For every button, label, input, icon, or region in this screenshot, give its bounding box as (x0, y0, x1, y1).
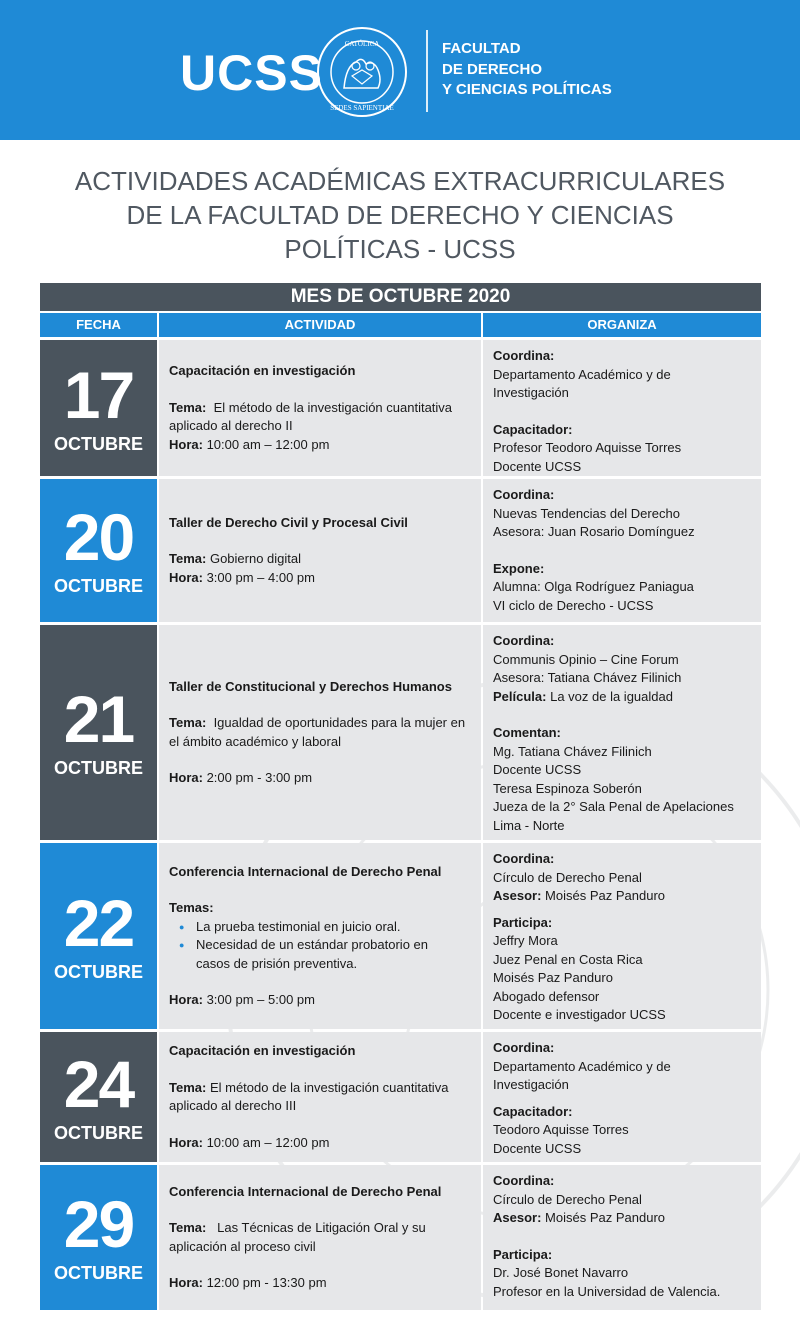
title-line: POLÍTICAS - UCSS (284, 234, 516, 264)
org-label: Capacitador: (493, 1103, 573, 1119)
org-line: Juez Penal en Costa Rica (493, 951, 643, 967)
activity-title: Taller de Derecho Civil y Procesal Civil (169, 514, 408, 530)
svg-text:SEDES SAPIENTIAE: SEDES SAPIENTIAE (330, 104, 394, 112)
org-label: Expone: (493, 560, 545, 576)
organizer-cell (483, 479, 761, 622)
time-text: 2:00 pm - 3:00 pm (206, 770, 313, 785)
topics-label: Temas: (169, 900, 214, 915)
organizer-cell (483, 625, 761, 840)
topic-label: Tema: (169, 399, 207, 415)
org-label: Participa: (493, 914, 553, 930)
activity-topic (169, 1079, 471, 1116)
org-line: Moisés Paz Panduro (493, 970, 613, 985)
topic-text: Igualdad de oportunidades para la mujer en el ámbito académico y laboral (169, 715, 466, 749)
day-number: 21 (63, 682, 134, 756)
faculty-line: DE DERECHO (442, 60, 543, 78)
org-line: Departamento Académico y de Investigación (493, 1058, 671, 1092)
activity-cell (159, 843, 481, 1029)
date-cell (40, 340, 157, 476)
activity-cell (159, 479, 481, 622)
topic-label: Tema: (169, 1079, 207, 1095)
month-name: OCTUBRE (54, 433, 143, 454)
time-label: Hora: (169, 770, 203, 785)
advisor-name: Moisés Paz Panduro (545, 1210, 665, 1225)
topic-item: ● La prueba testimonial en juicio oral. (179, 918, 471, 937)
topic-item: ● Necesidad de un estándar probatorio en casos de prisión preventiva. (179, 936, 449, 973)
org-line: Círculo de Derecho Penal (493, 1191, 642, 1207)
university-seal-icon (316, 26, 408, 118)
day-number: 20 (63, 500, 134, 574)
time-text: 10:00 am – 12:00 pm (206, 436, 330, 452)
activity-time (169, 1274, 471, 1293)
topic-label: Tema: (169, 551, 207, 567)
time-text: 10:00 am – 12:00 pm (206, 1134, 330, 1150)
org-line: Nuevas Tendencias del Derecho (493, 505, 680, 521)
org-line: Teodoro Aquisse Torres (493, 1122, 629, 1137)
org-line: Docente UCSS (493, 458, 582, 474)
org-label: Participa: (493, 1246, 553, 1262)
time-label: Hora: (169, 1275, 203, 1290)
month-name: OCTUBRE (54, 1122, 143, 1143)
org-line: Abogado defensor (493, 988, 600, 1004)
day-number: 22 (63, 885, 134, 960)
org-line: Dr. José Bonet Navarro (493, 1265, 629, 1280)
org-line: Communis Opinio – Cine Forum (493, 651, 679, 667)
org-line: Docente UCSS (493, 762, 582, 777)
activity-title: Capacitación en investigación (169, 363, 356, 378)
activity-time (169, 991, 471, 1010)
org-line: Mg. Tatiana Chávez Filinich (493, 743, 652, 759)
date-cell (40, 843, 157, 1029)
activity-cell (159, 625, 481, 840)
org-line: Teresa Espinoza Soberón (493, 780, 642, 796)
topic-text: Gobierno digital (209, 551, 302, 567)
org-line: Profesor en la Universidad de Valencia. (493, 1283, 721, 1299)
time-text: 3:00 pm – 4:00 pm (206, 569, 315, 585)
date-cell (40, 479, 157, 622)
org-line: Asesora: Juan Rosario Domínguez (493, 524, 695, 539)
day-number: 17 (63, 357, 134, 432)
day-number: 29 (63, 1187, 134, 1261)
org-line: Jeffry Mora (493, 933, 558, 948)
organizer-cell (483, 1032, 761, 1162)
org-line: Asesora: Tatiana Chávez Filinich (493, 670, 682, 685)
activity-title: Conferencia Internacional de Derecho Penal (169, 863, 442, 879)
topic-text: El método de la investigación cuantitativa aplicado al derecho III (169, 1079, 449, 1113)
activity-title: Taller de Constitucional y Derechos Humanos (169, 678, 452, 694)
month-name: OCTUBRE (54, 576, 143, 596)
svg-text:CATÓLICA: CATÓLICA (344, 40, 380, 48)
advisor-label: Asesor: (493, 888, 542, 903)
month-name: OCTUBRE (54, 1263, 143, 1283)
column-header-fecha: FECHA (40, 313, 157, 337)
date-cell (40, 1032, 157, 1162)
film-title: La voz de la igualdad (550, 688, 673, 704)
organizer-cell (483, 843, 761, 1029)
title-line: ACTIVIDADES ACADÉMICAS EXTRACURRICULARES (74, 166, 726, 196)
topic-label: Tema: (169, 715, 207, 730)
activity-cell (159, 1032, 481, 1162)
org-line: Círculo de Derecho Penal (493, 869, 642, 885)
org-label: Coordina: (493, 1173, 555, 1188)
time-label: Hora: (169, 1134, 203, 1150)
org-line: Profesor Teodoro Aquisse Torres (493, 440, 682, 455)
activity-time (169, 569, 471, 588)
ucss-logo: UCSS (180, 45, 323, 101)
org-label: Coordina: (493, 633, 555, 648)
org-line: Docente e investigador UCSS (493, 1007, 666, 1022)
org-line: Docente UCSS (493, 1140, 582, 1156)
activity-time (169, 1134, 471, 1153)
faculty-line: FACULTAD (442, 40, 521, 57)
time-label: Hora: (169, 992, 203, 1007)
time-text: 12:00 pm - 13:30 pm (206, 1275, 327, 1290)
org-label: Coordina: (493, 851, 555, 866)
header-banner (0, 0, 800, 140)
topics-list (179, 918, 471, 974)
page-title (40, 164, 760, 266)
film-label: Película: (493, 688, 547, 704)
organizer-cell (483, 340, 761, 476)
month-name: OCTUBRE (54, 961, 143, 982)
month-name: OCTUBRE (54, 758, 143, 778)
title-line: DE LA FACULTAD DE DERECHO Y CIENCIAS (126, 200, 674, 230)
time-label: Hora: (169, 436, 203, 452)
organizer-cell (483, 1165, 761, 1310)
time-text: 3:00 pm – 5:00 pm (206, 992, 315, 1007)
org-label: Capacitador: (493, 421, 573, 437)
org-line: Jueza de la 2° Sala Penal de Apelaciones (493, 799, 734, 814)
activity-title: Capacitación en investigación (169, 1043, 356, 1058)
topic-label: Tema: (169, 1220, 207, 1235)
activity-time (169, 436, 471, 455)
activity-topic (169, 714, 471, 751)
org-line: Departamento Académico y de Investigación (493, 366, 671, 400)
activity-topic (169, 1219, 471, 1256)
org-line: Alumna: Olga Rodríguez Paniagua (493, 579, 694, 594)
faculty-line: Y CIENCIAS POLÍTICAS (442, 81, 612, 98)
advisor-label: Asesor: (493, 1210, 542, 1225)
month-title: MES DE OCTUBRE 2020 (40, 283, 761, 311)
advisor-name: Moisés Paz Panduro (545, 888, 665, 903)
activity-topic (169, 399, 471, 436)
org-label: Coordina: (493, 348, 555, 363)
activity-title: Conferencia Internacional de Derecho Penal (169, 1183, 442, 1199)
column-header-actividad: ACTIVIDAD (159, 313, 481, 337)
header-divider (426, 30, 428, 112)
date-cell (40, 1165, 157, 1310)
org-label: Coordina: (493, 487, 555, 502)
org-line: Lima - Norte (493, 817, 565, 833)
date-cell (40, 625, 157, 840)
topic-text: Las Técnicas de Litigación Oral y su aplicación al proceso civil (169, 1220, 426, 1254)
faculty-name (442, 39, 612, 101)
day-number: 24 (63, 1046, 134, 1121)
activity-cell (159, 340, 481, 476)
activity-cell (159, 1165, 481, 1310)
activity-topic (169, 550, 471, 569)
org-label: Coordina: (493, 1040, 555, 1055)
org-line: VI ciclo de Derecho - UCSS (493, 597, 654, 613)
activity-time (169, 769, 471, 788)
org-label: Comentan: (493, 725, 561, 740)
topic-text: El método de la investigación cuantitativa aplicado al derecho II (169, 399, 453, 433)
time-label: Hora: (169, 569, 203, 585)
column-header-organiza: ORGANIZA (483, 313, 761, 337)
